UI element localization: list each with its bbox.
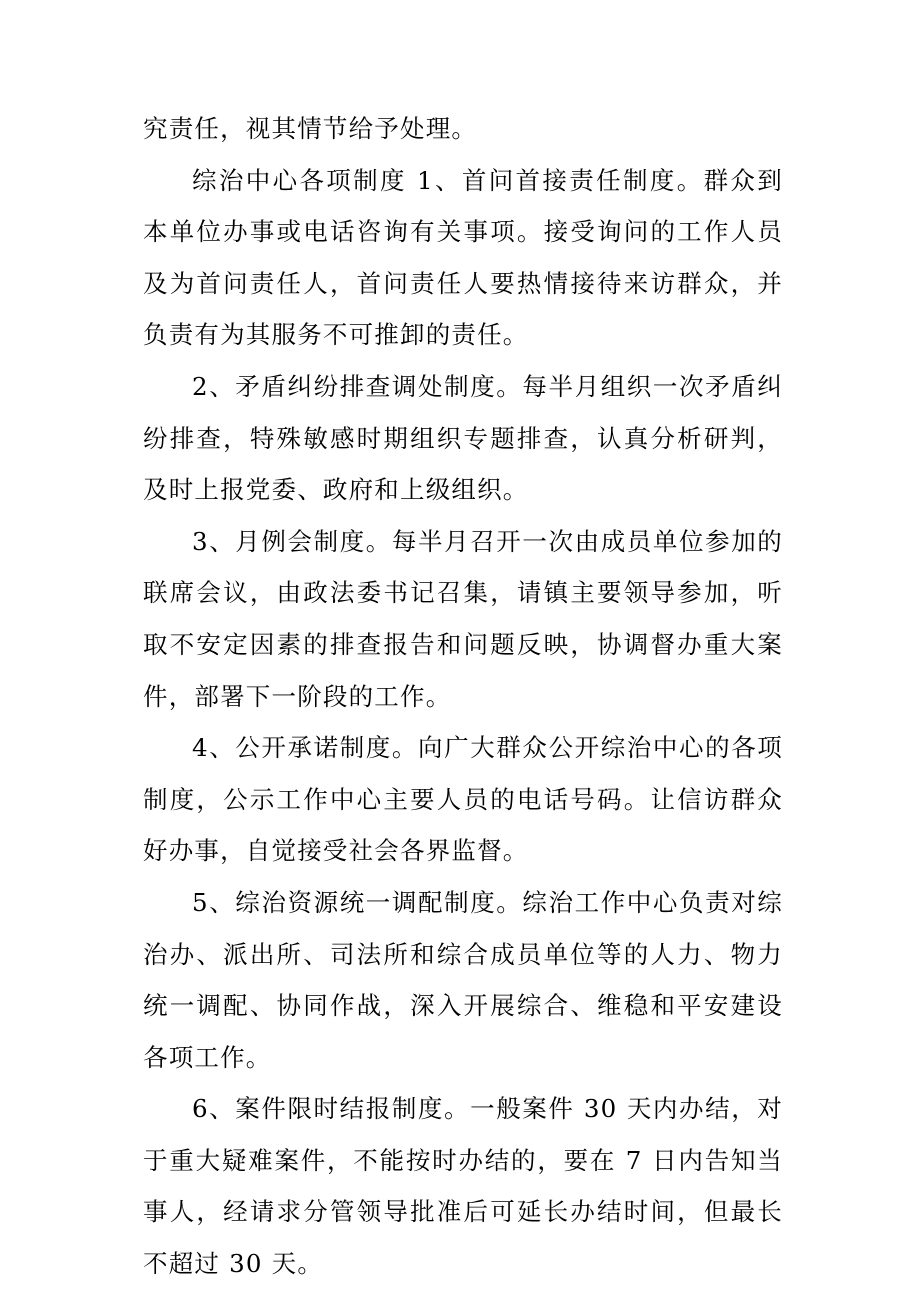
paragraph-first-inquiry-system: 综治中心各项制度 1、首问首接责任制度。群众到本单位办事或电话咨询有关事项。接受询问的工作人员及为首问责任人，首问责任人要热情接待来访群众，并负责有为其服务不可推卸的责任。 [143,165,783,350]
document-body [143,103,783,1290]
paragraph-case-time-limit-system: 6、案件限时结报制度。一般案件 30 天内办结，对于重大疑难案件，不能按时办结的，要在 7 日内告知当事人，经请求分管领导批准后可延长办结时间，但最长不超过 30 天。 [143,1094,783,1279]
paragraph-dispute-investigation-system: 2、矛盾纠纷排查调处制度。每半月组织一次矛盾纠纷排查，特殊敏感时期组织专题排查，认真分析研判，及时上报党委、政府和上级组织。 [143,371,783,505]
paragraph-resource-allocation-system: 5、综治资源统一调配制度。综治工作中心负责对综治办、派出所、司法所和综合成员单位等的人力、物力统一调配、协同作战，深入开展综合、维稳和平安建设各项工作。 [143,887,783,1072]
paragraph-public-commitment-system: 4、公开承诺制度。向广大群众公开综治中心的各项制度，公示工作中心主要人员的电话号码。让信访群众好办事，自觉接受社会各界监督。 [143,733,783,866]
paragraph-continuation: 究责任，视其情节给予处理。 [143,114,478,143]
paragraph-monthly-meeting-system: 3、月例会制度。每半月召开一次由成员单位参加的联席会议，由政法委书记召集，请镇主要领导参加，听取不安定因素的排查报告和问题反映，协调督办重大案件，部署下一阶段的工作。 [143,526,783,711]
